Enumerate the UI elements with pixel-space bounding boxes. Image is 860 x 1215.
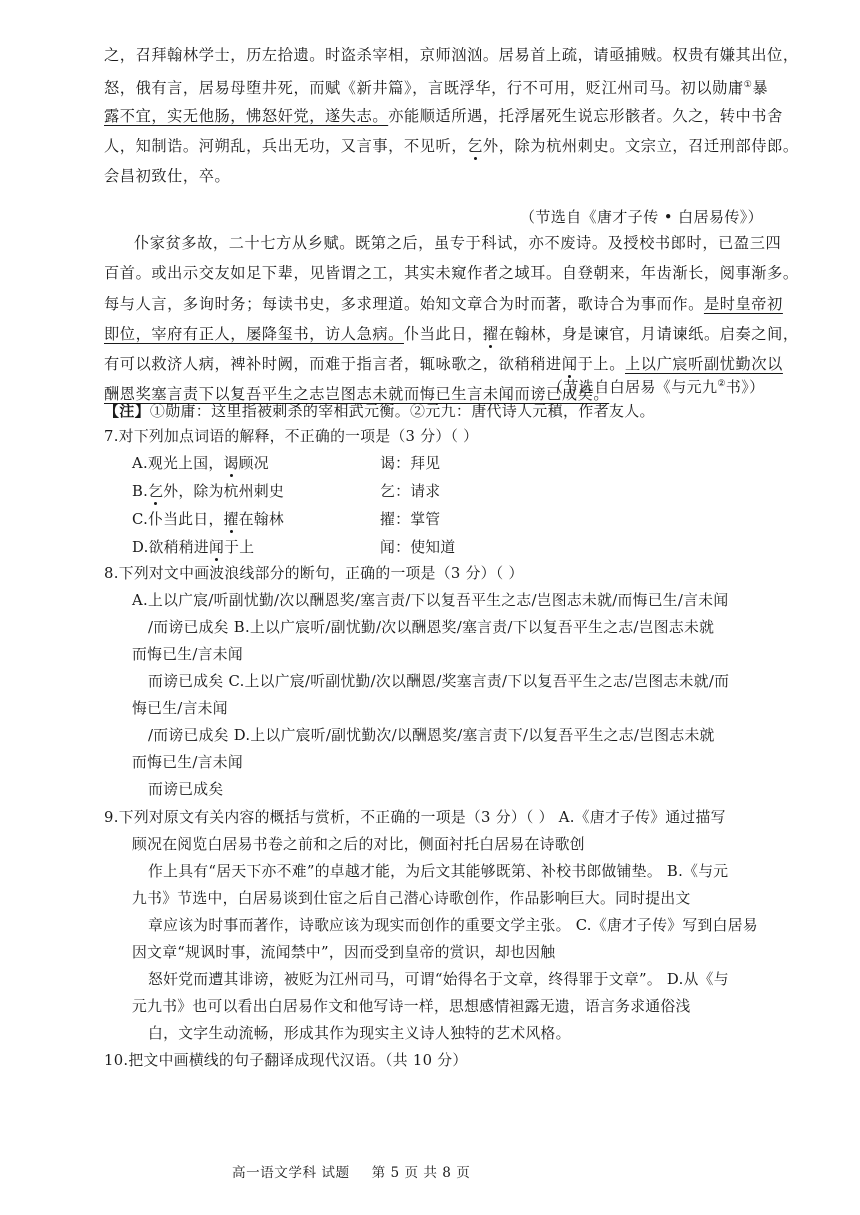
- passage-2-line-1: 仆家贫多故，二十七方从乡赋。既第之后，虽专于科试，亦不废诗。及授校书郎时，已盈三四: [134, 234, 782, 252]
- dotted-word: 擢: [482, 324, 499, 343]
- passage-1-line-3: 露不宜，实无他肠，怫怒奸党，遂失志。亦能顺适所遇，托浮屠死生说忘形骸者。久之，转中书舍: [104, 106, 783, 125]
- underlined-sentence-2a: 是时皇帝初: [703, 294, 783, 313]
- footer-subject: 高一语文学科 试题: [232, 1165, 350, 1181]
- passage-2-source: （节选自白居易《与元九②书》）: [548, 378, 765, 396]
- q8-line-8: 而谤已成矣: [148, 781, 224, 798]
- footnote: [104, 400, 655, 421]
- question-7-stem: 7.对下列加点词语的解释，不正确的一项是（3 分）（ ）: [104, 428, 479, 445]
- q7-option-d-gloss: 闻：使知道: [380, 539, 456, 556]
- q8-line-4: 而谤已成矣 C.上以广宸/听副忧勤/次以酬恩/奖塞言责/下以复吾平生之志/岂图志未就/而: [148, 673, 730, 690]
- dotted-word: 乞: [467, 136, 483, 155]
- q7-option-c-gloss: 擢：掌管: [380, 511, 441, 528]
- passage-1: [104, 40, 799, 191]
- dotted-word: 闻: [561, 355, 578, 374]
- q9-line-6: 怒奸党而遭其诽谤，被贬为江州司马，可谓“始得名于文章，终得罪于文章”。 D.从《与: [148, 971, 729, 988]
- page-footer: [232, 1161, 470, 1181]
- wavy-sentence-a: 上以广宸听副忧勤次以: [625, 355, 783, 374]
- q9-line-5: 因文章“规讽时事，流闻禁中”，因而受到皇帝的赏识，却也因触: [132, 944, 556, 961]
- q8-line-6: /而谤已成矣 D.上以广宸听/副忧勤次/以酬恩奖/塞言责下/以复吾平生之志/岂图志未就: [148, 727, 715, 744]
- q7-option-a-gloss: 谒：拜见: [380, 455, 441, 472]
- passage-1-line-4: 人，知制诰。河朔乱，兵出无功，又言事，不见听，乞外，除为杭州刺史。文宗立，召迁刑部侍郎。: [104, 136, 799, 155]
- q7-option-c: C.仆当此日，擢在翰林: [132, 511, 284, 528]
- footnote-label: 【注】: [104, 402, 150, 420]
- passage-1-line-5: 会昌初致仕，卒。: [104, 167, 231, 186]
- passage-2-line-4: 即位，宰府有正人，屡降玺书，访人急病。仆当此日，擢在翰林，身是谏官，月请谏纸。启奏之间，: [104, 324, 799, 343]
- underlined-sentence-2b: 即位，宰府有正人，屡降玺书，访人急病。: [104, 324, 404, 343]
- q9-line-8: 白，文字生动流畅，形成其作为现实主义诗人独特的艺术风格。: [148, 1025, 571, 1042]
- passage-2-line-5: 有可以救济人病，裨补时阙，而难于指言者，辄咏歌之，欲稍稍进闻于上。上以广宸听副忧勤次以: [104, 355, 783, 374]
- q8-line-3: 而悔已生/言未闻: [132, 646, 243, 663]
- question-8-stem: 8.下列对文中画波浪线部分的断句，正确的一项是（3 分）（ ）: [104, 565, 524, 582]
- q9-line-1: 顾况在阅览白居易书卷之前和之后的对比，侧面衬托白居易在诗歌创: [132, 836, 585, 853]
- q9-line-3: 九书》节选中，白居易谈到仕宦之后自己潜心诗歌创作，作品影响巨大。同时提出文: [132, 890, 691, 907]
- passage-1-source: （节选自《唐才子传 • 白居易传》）: [520, 208, 764, 226]
- q9-line-4: 章应该为时事而著作，诗歌应该为现实而创作的重要文学主张。 C.《唐才子传》写到白居易: [148, 917, 758, 934]
- q7-option-b-gloss: 乞：请求: [380, 483, 441, 500]
- q7-option-d: D.欲稍稍进闻于上: [132, 539, 255, 556]
- footer-page-number: 第 5 页 共 8 页: [371, 1165, 471, 1181]
- passage-1-line-2: 怒，俄有言，居易母堕井死，而赋《新井篇》，言既浮华，行不可用，贬江州司马。初以勋庸①暴: [104, 79, 769, 98]
- footnote-text: ①勋庸：这里指被刺杀的宰相武元衡。②元九：唐代诗人元稹，作者友人。: [149, 402, 655, 420]
- q8-line-5: 悔已生/言未闻: [132, 700, 228, 717]
- q9-line-7: 元九书》也可以看出白居易作文和他写诗一样，思想感情袒露无遗，语言务求通俗浅: [132, 998, 691, 1015]
- q8-line-2: /而谤已成矣 B.上以广宸听/副忧勤/次以酬恩奖/塞言责/下以复吾平生之志/岂图志未就: [148, 619, 715, 636]
- wavy-sentence-b: 酬恩奖塞言责下以复吾平生之志岂图志未就而悔已生言未闻而谤已成矣。: [104, 385, 610, 404]
- passage-2-line-3: 每与人言，多询时务；每读书史，多求理道。始知文章合为时而著，歌诗合为事而作。是时皇帝初: [104, 294, 783, 313]
- q8-line-1: A.上以广宸/听副忧勤/次以酬恩奖/塞言责/下以复吾平生之志/岂图志未就/而悔已生/言未闻: [132, 592, 729, 609]
- underlined-sentence-1: 露不宜，实无他肠，怫怒奸党，遂失志。: [104, 106, 389, 125]
- passage-2-line-2: 百首。或出示交友如足下辈，见皆谓之工，其实未窥作者之域耳。自登朝来，年齿渐长，阅事渐多。: [104, 264, 799, 283]
- question-9-stem: 9.下列对原文有关内容的概括与赏析，不正确的一项是（3 分）（ ） A.《唐才子传》通过描写: [104, 809, 726, 826]
- q7-option-a: A.观光上国，谒顾况: [132, 455, 269, 472]
- q8-line-7: 而悔已生/言未闻: [132, 754, 243, 771]
- q7-option-b: B.乞外，除为杭州刺史: [132, 483, 285, 500]
- passage-1-line-1: 之，召拜翰林学士，历左拾遗。时盗杀宰相，京师汹汹。居易首上疏，请亟捕贼。权贵有嫌其出位，: [104, 46, 799, 64]
- q9-line-2: 作上具有“居天下亦不难”的卓越才能，为后文其能够既第、补校书郎做铺垫。 B.《与元: [148, 863, 729, 880]
- question-10-stem: 10.把文中画横线的句子翻译成现代汉语。（共 10 分）: [104, 1052, 468, 1069]
